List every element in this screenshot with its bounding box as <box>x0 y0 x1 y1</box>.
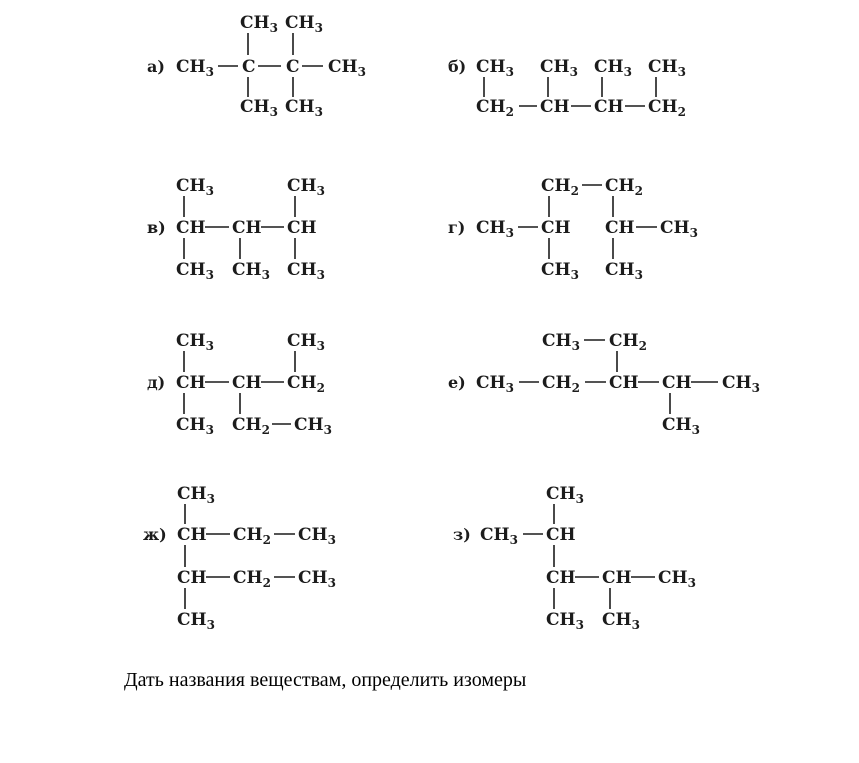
chem-group: CH <box>602 568 632 588</box>
chem-group: $CH_3$ <box>722 373 760 395</box>
chem-group: $CH_2$ <box>609 331 647 353</box>
chem-group: $CH_2$ <box>541 176 579 198</box>
chem-group: $CH_3$ <box>546 610 584 632</box>
chem-group: $CH_3$ <box>594 57 632 79</box>
chem-group: $CH_3$ <box>540 57 578 79</box>
chem-group: $CH_2$ <box>476 97 514 119</box>
chem-group: CH <box>540 97 570 117</box>
chem-group: $CH_3$ <box>476 57 514 79</box>
chem-group: CH <box>177 568 207 588</box>
chem-group: $CH_3$ <box>240 13 278 35</box>
chem-group: $CH_3$ <box>294 415 332 437</box>
formula-label: е) <box>448 373 466 392</box>
chem-group: $CH_3$ <box>285 13 323 35</box>
chem-group: $CH_3$ <box>287 176 325 198</box>
task-instruction: Дать названия веществам, определить изомеры <box>124 669 527 691</box>
chem-group: CH <box>176 218 206 238</box>
chem-group: $CH_3$ <box>287 331 325 353</box>
chem-group: $CH_3$ <box>287 260 325 282</box>
chem-group: $CH_2$ <box>287 373 325 395</box>
formula-label: а) <box>147 57 165 76</box>
chem-group: CH <box>232 373 262 393</box>
chem-group: CH <box>176 373 206 393</box>
chem-group: CH <box>177 525 207 545</box>
chem-group: C <box>242 57 256 77</box>
formula-label: д) <box>147 373 166 392</box>
chem-group: $CH_3$ <box>660 218 698 240</box>
chem-group: CH <box>287 218 317 238</box>
chem-group: $CH_3$ <box>662 415 700 437</box>
chem-group: CH <box>546 568 576 588</box>
formula-label: г) <box>448 218 466 237</box>
chem-group: $CH_3$ <box>480 525 518 547</box>
formula-label: з) <box>453 525 471 544</box>
chem-group: CH <box>232 218 262 238</box>
chem-group: $CH_2$ <box>232 415 270 437</box>
chem-group: $CH_3$ <box>605 260 643 282</box>
chem-group: CH <box>546 525 576 545</box>
chem-group: $CH_3$ <box>542 331 580 353</box>
chem-group: $CH_3$ <box>298 568 336 590</box>
chem-group: CH <box>594 97 624 117</box>
chem-group: $CH_3$ <box>285 97 323 119</box>
chem-group: $CH_3$ <box>177 610 215 632</box>
chem-group: $CH_2$ <box>233 568 271 590</box>
chem-group: $CH_3$ <box>176 176 214 198</box>
chem-group: CH <box>609 373 639 393</box>
chem-group: $CH_3$ <box>476 218 514 240</box>
formula-label: б) <box>448 57 467 76</box>
chem-group: $CH_3$ <box>476 373 514 395</box>
formula-label: ж) <box>143 525 167 544</box>
chem-group: $CH_2$ <box>542 373 580 395</box>
chem-group: $CH_3$ <box>176 260 214 282</box>
chem-group: $CH_3$ <box>658 568 696 590</box>
chem-group: $CH_3$ <box>232 260 270 282</box>
chem-group: CH <box>662 373 692 393</box>
chem-group: $CH_3$ <box>176 415 214 437</box>
chem-group: $CH_3$ <box>328 57 366 79</box>
chem-group: C <box>286 57 300 77</box>
chem-group: $CH_3$ <box>546 484 584 506</box>
chem-group: CH <box>605 218 635 238</box>
chem-group: $CH_3$ <box>541 260 579 282</box>
chem-group: $CH_3$ <box>176 57 214 79</box>
bonds <box>523 504 655 609</box>
chem-group: $CH_2$ <box>233 525 271 547</box>
chem-group: $CH_3$ <box>602 610 640 632</box>
chem-group: $CH_3$ <box>176 331 214 353</box>
chem-group: CH <box>541 218 571 238</box>
formula-label: в) <box>147 218 166 237</box>
chem-group: $CH_3$ <box>298 525 336 547</box>
chem-group: $CH_3$ <box>648 57 686 79</box>
chem-group: $CH_2$ <box>605 176 643 198</box>
chem-group: $CH_2$ <box>648 97 686 119</box>
chem-group: $CH_3$ <box>240 97 278 119</box>
chem-group: $CH_3$ <box>177 484 215 506</box>
